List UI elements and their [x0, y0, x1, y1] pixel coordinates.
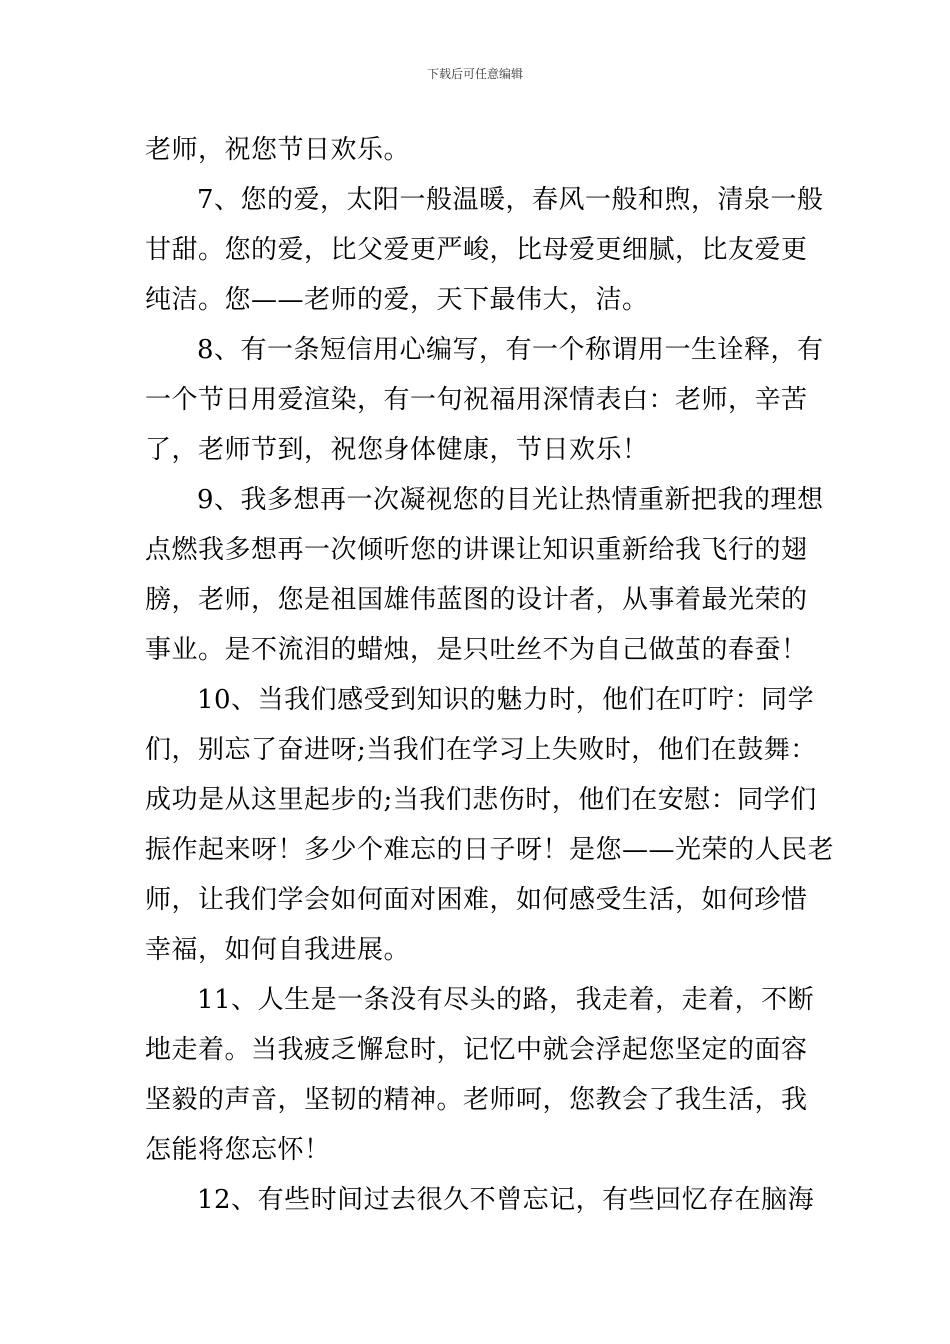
paragraph-line: 事业。是不流泪的蜡烛，是只吐丝不为自己做茧的春蚕！ — [145, 635, 808, 665]
paragraph-line: 地走着。当我疲乏懈怠时，记忆中就会浮起您坚定的面容 — [145, 1035, 808, 1065]
paragraph-line: 成功是从这里起步的;当我们悲伤时，他们在安慰：同学们 — [145, 785, 817, 815]
paragraph-line: 纯洁。您——老师的爱，天下最伟大，洁。 — [145, 285, 649, 315]
paragraph-line: 坚毅的声音，坚韧的精神。老师呵，您教会了我生活，我 — [145, 1085, 808, 1115]
paragraph-line: 一个节日用爱渲染，有一句祝福用深情表白：老师，辛苦 — [145, 385, 808, 415]
paragraph-line: 11、人生是一条没有尽头的路，我走着，走着，不断 — [197, 985, 815, 1015]
paragraph-line: 10、当我们感受到知识的魅力时，他们在叮咛：同学 — [197, 685, 815, 715]
paragraph-line: 点燃我多想再一次倾听您的讲课让知识重新给我飞行的翅 — [145, 535, 808, 565]
paragraph-line: 了，老师节到，祝您身体健康，节日欢乐！ — [145, 435, 649, 465]
paragraph-line: 怎能将您忘怀！ — [145, 1135, 331, 1165]
paragraph-line: 7、您的爱，太阳一般温暖，春风一般和煦，清泉一般 — [197, 185, 824, 215]
paragraph-line: 老师，祝您节日欢乐。 — [145, 135, 411, 165]
paragraph-line: 8、有一条短信用心编写，有一个称谓用一生诠释，有 — [197, 335, 824, 365]
page-header: 下载后可任意编辑 — [426, 67, 523, 81]
paragraph-line: 膀，老师，您是祖国雄伟蓝图的设计者，从事着最光荣的 — [145, 585, 808, 615]
paragraph-line: 幸福，如何自我进展。 — [145, 935, 411, 965]
paragraph-line: 甘甜。您的爱，比父爱更严峻，比母爱更细腻，比友爱更 — [145, 235, 808, 265]
paragraph-line: 师，让我们学会如何面对困难，如何感受生活，如何珍惜 — [145, 885, 808, 915]
paragraph-line: 们，别忘了奋进呀;当我们在学习上失败时，他们在鼓舞： — [145, 735, 817, 765]
paragraph-line: 振作起来呀！多少个难忘的日子呀！是您——光荣的人民老 — [145, 835, 835, 865]
paragraph-line: 9、我多想再一次凝视您的目光让热情重新把我的理想 — [197, 485, 824, 515]
paragraph-line: 12、有些时间过去很久不曾忘记，有些回忆存在脑海 — [197, 1185, 815, 1215]
